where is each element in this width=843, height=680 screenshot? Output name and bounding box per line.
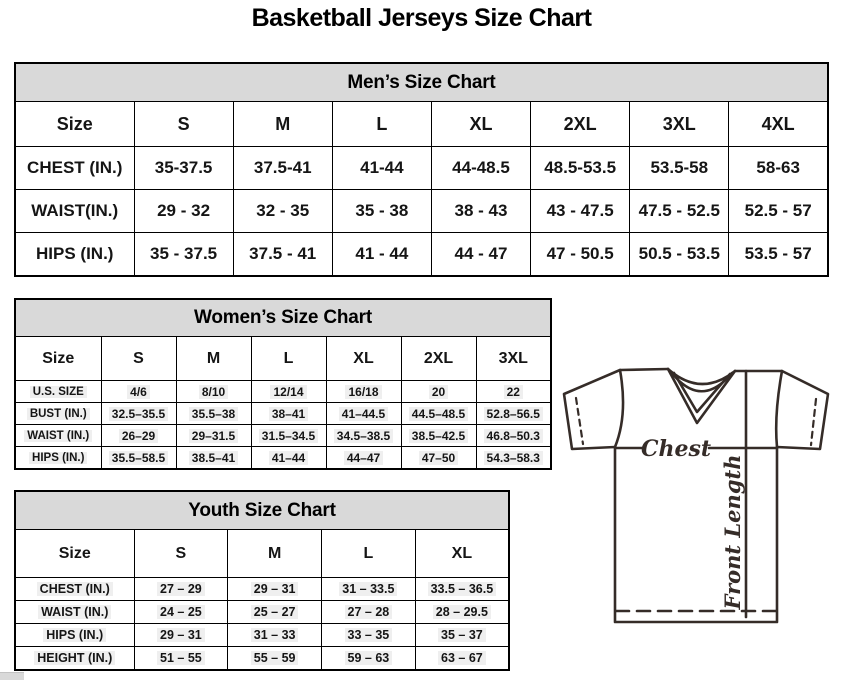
table-cell — [101, 447, 176, 470]
cell-text: 34.5–38.5 — [334, 429, 393, 443]
cell-text: 29–31.5 — [189, 429, 238, 443]
row-label: WAIST(IN.) — [15, 190, 134, 233]
table-cell — [176, 381, 251, 403]
cell-text: 12/14 — [270, 385, 306, 399]
cell-text: 28 – 29.5 — [433, 605, 491, 619]
table-cell — [176, 447, 251, 470]
size-header: Size — [15, 530, 134, 578]
table-cell — [401, 447, 476, 470]
table-cell — [134, 647, 228, 671]
table-row — [15, 233, 828, 277]
cell-text: CHEST (IN.) — [37, 582, 113, 596]
column-header: 3XL — [630, 102, 729, 147]
cell-text: 38.5–42.5 — [409, 429, 468, 443]
cell-text: 47–50 — [419, 451, 458, 465]
row-label — [15, 578, 134, 601]
table-cell: 44 - 47 — [431, 233, 530, 277]
table-row — [15, 381, 551, 403]
table-cell: 58-63 — [729, 147, 828, 190]
cell-text: 31 – 33.5 — [339, 582, 397, 596]
cell-text: 35 – 37 — [438, 628, 486, 642]
row-label — [15, 624, 134, 647]
table-cell: 41 - 44 — [332, 233, 431, 277]
cell-text: 29 – 31 — [251, 582, 299, 596]
table-cell: 37.5-41 — [233, 147, 332, 190]
table-title: Youth Size Chart — [15, 491, 509, 530]
size-header-row — [15, 530, 509, 578]
table-cell — [322, 647, 416, 671]
table-cell: 38 - 43 — [431, 190, 530, 233]
table-cell: 35 - 38 — [332, 190, 431, 233]
table-cell: 53.5 - 57 — [729, 233, 828, 277]
table-cell — [176, 425, 251, 447]
cell-text: 31 – 33 — [251, 628, 299, 642]
table-cell — [415, 601, 509, 624]
row-label — [15, 447, 101, 470]
cell-text: HEIGHT (IN.) — [34, 651, 115, 665]
table-cell — [415, 647, 509, 671]
table-row — [15, 190, 828, 233]
table-cell — [401, 381, 476, 403]
cell-text: 41–44 — [269, 451, 308, 465]
cell-text: 38.5–41 — [189, 451, 238, 465]
cell-text: 27 – 29 — [157, 582, 205, 596]
cell-text: 4/6 — [127, 385, 150, 399]
table-cell: 47 - 50.5 — [531, 233, 630, 277]
table-cell — [176, 403, 251, 425]
table-cell — [415, 624, 509, 647]
table-cell — [228, 578, 322, 601]
table-cell: 37.5 - 41 — [233, 233, 332, 277]
cell-text: 44–47 — [344, 451, 383, 465]
column-header: 4XL — [729, 102, 828, 147]
table-cell: 29 - 32 — [134, 190, 233, 233]
cell-text: HIPS (IN.) — [29, 452, 87, 464]
table-title-row — [15, 63, 828, 102]
table-cell — [476, 381, 551, 403]
table-cell: 50.5 - 53.5 — [630, 233, 729, 277]
table-title-row — [15, 299, 551, 337]
table-cell — [322, 578, 416, 601]
cell-text: U.S. SIZE — [30, 386, 87, 398]
cell-text: 55 – 59 — [251, 651, 299, 665]
cell-text: 25 – 27 — [251, 605, 299, 619]
table-cell — [134, 624, 228, 647]
row-label — [15, 647, 134, 671]
cell-text: 44.5–48.5 — [409, 407, 468, 421]
table-cell — [322, 624, 416, 647]
column-header: XL — [431, 102, 530, 147]
table-cell — [228, 601, 322, 624]
size-header-row — [15, 337, 551, 381]
jersey-outline — [564, 369, 828, 622]
table-title-row — [15, 491, 509, 530]
table-title: Men’s Size Chart — [15, 63, 828, 102]
mens-size-table — [14, 62, 829, 277]
cell-text: 29 – 31 — [157, 628, 205, 642]
cell-text: 63 – 67 — [438, 651, 486, 665]
column-header: L — [322, 530, 416, 578]
table-row — [15, 425, 551, 447]
cell-text: 59 – 63 — [345, 651, 393, 665]
table-row — [15, 447, 551, 470]
table-cell — [134, 601, 228, 624]
column-header: M — [176, 337, 251, 381]
table-row — [15, 403, 551, 425]
youth-size-table — [14, 490, 510, 671]
chest-label: Chest — [640, 436, 712, 462]
table-cell — [476, 403, 551, 425]
table-cell — [326, 447, 401, 470]
row-label — [15, 381, 101, 403]
column-header: S — [134, 530, 228, 578]
table-row — [15, 624, 509, 647]
table-cell — [134, 578, 228, 601]
table-cell: 41-44 — [332, 147, 431, 190]
table-cell: 48.5-53.5 — [531, 147, 630, 190]
row-label: HIPS (IN.) — [15, 233, 134, 277]
table-row — [15, 578, 509, 601]
cell-text: 31.5–34.5 — [259, 429, 318, 443]
cell-text: 51 – 55 — [157, 651, 205, 665]
table-cell — [401, 403, 476, 425]
cell-text: 22 — [504, 385, 523, 399]
cell-text: WAIST (IN.) — [38, 605, 111, 619]
table-cell — [415, 578, 509, 601]
table-cell — [326, 381, 401, 403]
cell-text: 46.8–50.3 — [484, 429, 543, 443]
column-header: 2XL — [531, 102, 630, 147]
table-cell: 44-48.5 — [431, 147, 530, 190]
table-cell — [101, 425, 176, 447]
table-cell — [251, 447, 326, 470]
table-row — [15, 147, 828, 190]
table-cell — [228, 624, 322, 647]
size-header-row — [15, 102, 828, 147]
size-header: Size — [15, 102, 134, 147]
row-label — [15, 425, 101, 447]
table-cell — [326, 403, 401, 425]
cell-text: 35.5–58.5 — [109, 451, 168, 465]
cell-text: 27 – 28 — [345, 605, 393, 619]
table-cell — [101, 403, 176, 425]
table-cell — [251, 381, 326, 403]
table-cell: 32 - 35 — [233, 190, 332, 233]
table-cell: 35-37.5 — [134, 147, 233, 190]
table-cell — [228, 647, 322, 671]
cell-text: BUST (IN.) — [27, 408, 90, 420]
table-row — [15, 601, 509, 624]
row-label — [15, 403, 101, 425]
table-cell: 52.5 - 57 — [729, 190, 828, 233]
womens-size-table — [14, 298, 552, 470]
jersey-diagram — [550, 360, 843, 650]
cell-text: 16/18 — [345, 385, 381, 399]
column-header: 2XL — [401, 337, 476, 381]
table-cell — [101, 381, 176, 403]
size-header: Size — [15, 337, 101, 381]
cell-text: 33.5 – 36.5 — [428, 582, 497, 596]
table-row — [15, 647, 509, 671]
table-cell: 43 - 47.5 — [531, 190, 630, 233]
cell-text: WAIST (IN.) — [24, 430, 92, 442]
column-header: L — [332, 102, 431, 147]
table-cell — [476, 447, 551, 470]
table-cell — [476, 425, 551, 447]
cell-text: 35.5–38 — [189, 407, 238, 421]
cell-text: 8/10 — [199, 385, 228, 399]
page-title: Basketball Jerseys Size Chart — [251, 4, 592, 32]
front-length-label: Front Length — [720, 454, 745, 610]
column-header: XL — [326, 337, 401, 381]
column-header: M — [233, 102, 332, 147]
column-header: M — [228, 530, 322, 578]
column-header: 3XL — [476, 337, 551, 381]
table-cell: 35 - 37.5 — [134, 233, 233, 277]
table-cell: 53.5-58 — [630, 147, 729, 190]
table-cell: 47.5 - 52.5 — [630, 190, 729, 233]
cell-text: 24 – 25 — [157, 605, 205, 619]
cell-text: 52.8–56.5 — [484, 407, 543, 421]
column-header: S — [101, 337, 176, 381]
row-label: CHEST (IN.) — [15, 147, 134, 190]
cell-text: 38–41 — [269, 407, 308, 421]
table-cell — [322, 601, 416, 624]
cell-text: 54.3–58.3 — [484, 451, 543, 465]
table-cell — [251, 403, 326, 425]
cell-text: 33 – 35 — [345, 628, 393, 642]
cell-text: 32.5–35.5 — [109, 407, 168, 421]
table-cell — [401, 425, 476, 447]
row-label — [15, 601, 134, 624]
column-header: XL — [415, 530, 509, 578]
cell-text: 41–44.5 — [339, 407, 388, 421]
table-cell — [251, 425, 326, 447]
column-header: S — [134, 102, 233, 147]
table-cell — [326, 425, 401, 447]
cell-text: HIPS (IN.) — [43, 628, 106, 642]
cell-text: 20 — [429, 385, 448, 399]
cell-text: 26–29 — [119, 429, 158, 443]
table-title: Women’s Size Chart — [15, 299, 551, 337]
column-header: L — [251, 337, 326, 381]
